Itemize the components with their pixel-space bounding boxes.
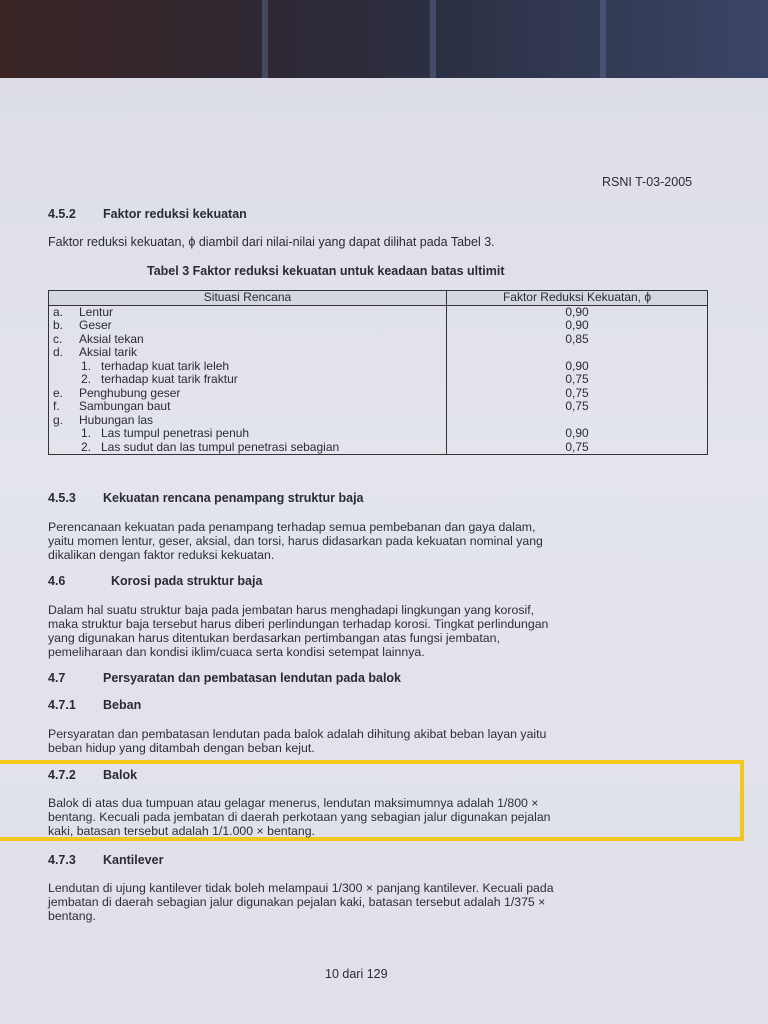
table-value: 0,90 <box>565 318 589 332</box>
section-4-6-number: 4.6 <box>48 574 66 588</box>
table-value: 0,75 <box>565 439 589 454</box>
page-number: 10 dari 129 <box>325 967 388 981</box>
section-4-7-2-title: Balok <box>103 768 138 782</box>
table-row: c. Aksial tekan <box>53 331 144 346</box>
table-row: g. Hubungan las <box>53 412 154 427</box>
section-4-5-3-number: 4.5.3 <box>48 491 76 505</box>
table-row: f. Sambungan baut <box>53 399 171 413</box>
table-row: b. Geser <box>53 318 112 332</box>
section-4-7-2-paragraph: Balok di atas dua tumpuan atau gelagar menerus, lendutan maksimumnya adalah 1/800 × bentang. Kecuali pada jembatan di daerah perkotaan yang sebagian jalur digunakan pejalan kaki, batasan tersebut adalah 1/1.000 × bentang. <box>48 796 551 838</box>
section-4-7-1-paragraph: Persyaratan dan pembatasan lendutan pada balok adalah dihitung akibat beban layan yaitu beban hidup yang ditambah dengan beban kejut. <box>48 727 547 755</box>
section-4-5-3-paragraph: Perencanaan kekuatan pada penampang terhadap semua pembebanan dan gaya dalam, yaitu momen lentur, geser, aksial, dan torsi, harus didasarkan pada kekuatan nominal yang dikalikan dengan faktor reduksi kekuatan. <box>48 520 543 562</box>
table-body-row <box>49 305 708 455</box>
section-4-5-2-number: 4.5.2 <box>48 207 76 221</box>
doc-code: RSNI T-03-2005 <box>602 175 693 189</box>
background-strip <box>430 0 436 80</box>
table-value-cell <box>447 305 708 455</box>
table-row: 2. terhadap kuat tarik fraktur <box>81 372 238 386</box>
table-situasi-cell <box>49 305 447 455</box>
section-4-7-3-number: 4.7.3 <box>48 853 76 867</box>
background-strip <box>262 0 268 80</box>
table-row: d. Aksial tarik <box>53 345 138 359</box>
table-row: a. Lentur <box>53 304 114 319</box>
section-4-7-1-title: Beban <box>103 698 142 712</box>
reduction-factor-table <box>48 290 708 455</box>
table-value: 0,85 <box>565 331 589 346</box>
section-4-5-2-title: Faktor reduksi kekuatan <box>103 207 247 221</box>
table-value: 0,90 <box>565 304 589 319</box>
table-value <box>451 346 703 360</box>
section-4-5-2-text: Faktor reduksi kekuatan, ϕ diambil dari nilai-nilai yang dapat dilihat pada Tabel 3. <box>48 235 495 249</box>
section-4-5-3-title: Kekuatan rencana penampang struktur baja <box>103 491 364 505</box>
section-4-7-3-paragraph: Lendutan di ujung kantilever tidak boleh melampaui 1/300 × panjang kantilever. Kecuali pada jembatan di daerah sebagian jalur digunakan pejalan kaki, batasan tersebut adalah 1/375 × bentang. <box>48 881 554 923</box>
section-4-6-title: Korosi pada struktur baja <box>111 574 263 588</box>
section-4-6-paragraph: Dalam hal suatu struktur baja pada jembatan harus menghadapi lingkungan yang korosif, maka struktur baja tersebut harus diberi perlindungan terhadap korosi. Tingkat perlindungan yang digunakan harus ditentukan berdasarkan pertimbangan atas fungsi jembatan, pemeliharaan dan kondisi iklim/cuaca serta kondisi setempat lainnya. <box>48 603 549 659</box>
table-caption: Tabel 3 Faktor reduksi kekuatan untuk keadaan batas ultimit <box>147 264 505 278</box>
table-value <box>451 414 703 428</box>
table-value: 0,75 <box>565 399 589 413</box>
section-4-7-number: 4.7 <box>48 671 66 685</box>
table-value: 0,75 <box>565 385 589 400</box>
table-header-situasi: Situasi Rencana <box>49 291 447 306</box>
table-row: 2. Las sudut dan las tumpul penetrasi sebagian <box>81 439 340 454</box>
background-surface <box>0 0 768 90</box>
table-row: 1. terhadap kuat tarik leleh <box>81 358 230 373</box>
table-header-faktor: Faktor Reduksi Kekuatan, ϕ <box>447 291 708 306</box>
table-row: 1. Las tumpul penetrasi penuh <box>81 426 250 440</box>
section-4-7-1-number: 4.7.1 <box>48 698 76 712</box>
table-value: 0,75 <box>565 372 589 386</box>
table-header-row <box>49 291 708 306</box>
table-value: 0,90 <box>565 426 589 440</box>
table-row: e. Penghubung geser <box>53 385 181 400</box>
section-4-7-2-number: 4.7.2 <box>48 768 76 782</box>
background-strip <box>600 0 606 80</box>
table-value: 0,90 <box>565 358 589 373</box>
section-4-7-3-title: Kantilever <box>103 853 164 867</box>
section-4-7-title: Persyaratan dan pembatasan lendutan pada balok <box>103 671 402 685</box>
